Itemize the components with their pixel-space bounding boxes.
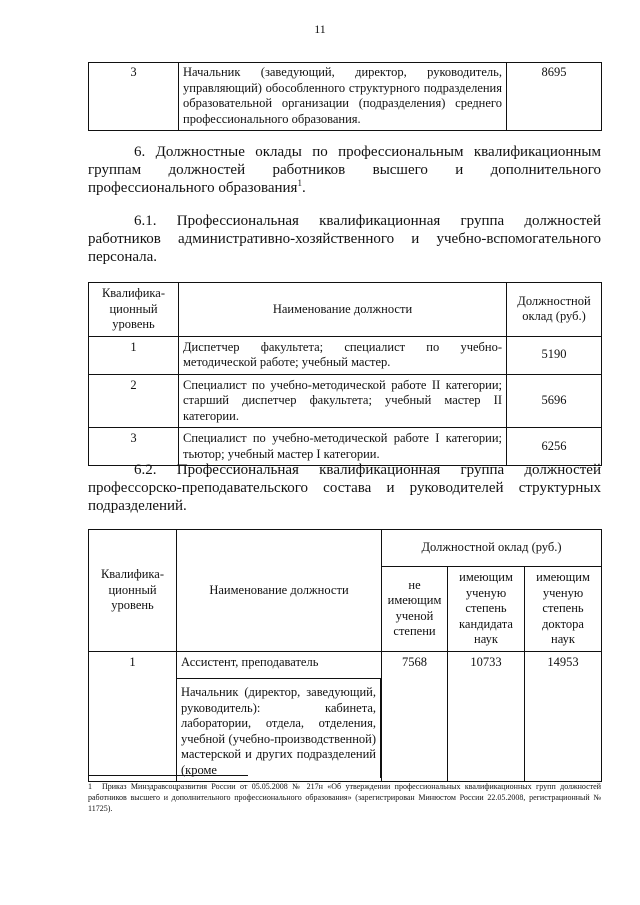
continuation-table (88, 62, 602, 131)
position-name-cell: Специалист по учебно-методической работе II категории; старший диспетчер факультета; учебный мастер II категории. (179, 374, 507, 428)
table-row (89, 428, 602, 466)
sub-position-name-text: Начальник (директор, заведующий, руководитель): кабинета, лаборатории, отдела, отделения, учебной (учебно-производственной) мастерской и других подразделений (кроме (177, 678, 381, 778)
header-doctor: имеющим ученую степень доктора наук (525, 567, 602, 652)
footnote-mark: 1 (88, 782, 92, 791)
footnote (88, 781, 601, 814)
salary-cell: 8695 (507, 63, 602, 131)
salary-doctor-cell: 14953 (525, 651, 602, 782)
position-name-text: Ассистент, преподаватель (181, 654, 319, 669)
position-name-cell: Начальник (заведующий, директор, руководитель, управляющий) обособленного структурного подразделения образовательной организации (подразделения) среднего профессионального образования. (179, 63, 507, 131)
footnote-reference: 1 (297, 178, 302, 188)
position-name-cell: Диспетчер факультета; специалист по учебно-методической работе; учебный мастер. (179, 336, 507, 374)
header-level: Квалифика-ционный уровень (89, 283, 179, 337)
table-header-row (89, 283, 602, 337)
table-row (89, 336, 602, 374)
salary-no-degree-cell: 7568 (382, 651, 448, 782)
salary-cell: 5190 (507, 336, 602, 374)
position-name-cell: Специалист по учебно-методической работе I категории; тьютор; учебный мастер I категории. (179, 428, 507, 466)
level-cell: 3 (89, 428, 179, 466)
level-cell: 2 (89, 374, 179, 428)
salary-cell: 6256 (507, 428, 602, 466)
section-6-2-heading: 6.2. Профессиональная квалификационная группа должностей профессорско-преподавательского состава и руководителей структурных подразделений. (88, 462, 601, 514)
footnote-text: Приказ Минздравсоцразвития России от 05.05.2008 № 217н «Об утверждении профессиональных квалификационных групп должностей работников высшего и дополнительного профессионального образования» (зарегистрирован Минюстом России 22.05.2008, регистрационный № 11725). (88, 782, 601, 813)
salary-table-6-1 (88, 282, 602, 466)
position-name-cell (177, 651, 382, 782)
level-cell: 3 (89, 63, 179, 131)
footnote-separator (88, 775, 248, 776)
header-position-name: Наименование должности (179, 283, 507, 337)
level-cell: 1 (89, 336, 179, 374)
header-salary-group: Должностной оклад (руб.) (382, 530, 602, 567)
level-cell: 1 (89, 651, 177, 782)
header-salary: Должностной оклад (руб.) (507, 283, 602, 337)
section-6-heading: 6. Должностные оклады по профессиональным квалификационным группам должностей работников высшего и дополнительного профессионального образования$^1$. (88, 144, 601, 196)
table-row (89, 63, 602, 131)
table-row (89, 374, 602, 428)
table-row (89, 651, 602, 782)
salary-table-6-2 (88, 529, 602, 782)
header-candidate: имеющим ученую степень кандидата наук (448, 567, 525, 652)
page-number: 11 (314, 22, 326, 36)
header-level: Квалифика-ционный уровень (89, 530, 177, 652)
salary-cell: 5696 (507, 374, 602, 428)
header-position-name: Наименование должности (177, 530, 382, 652)
section-6-1-heading: 6.1. Профессиональная квалификационная группа должностей работников административно-хозяйственного и учебно-вспомогательного персонала. (88, 213, 601, 265)
salary-candidate-cell: 10733 (448, 651, 525, 782)
table-header-row (89, 530, 602, 567)
header-no-degree: не имеющим ученой степени (382, 567, 448, 652)
